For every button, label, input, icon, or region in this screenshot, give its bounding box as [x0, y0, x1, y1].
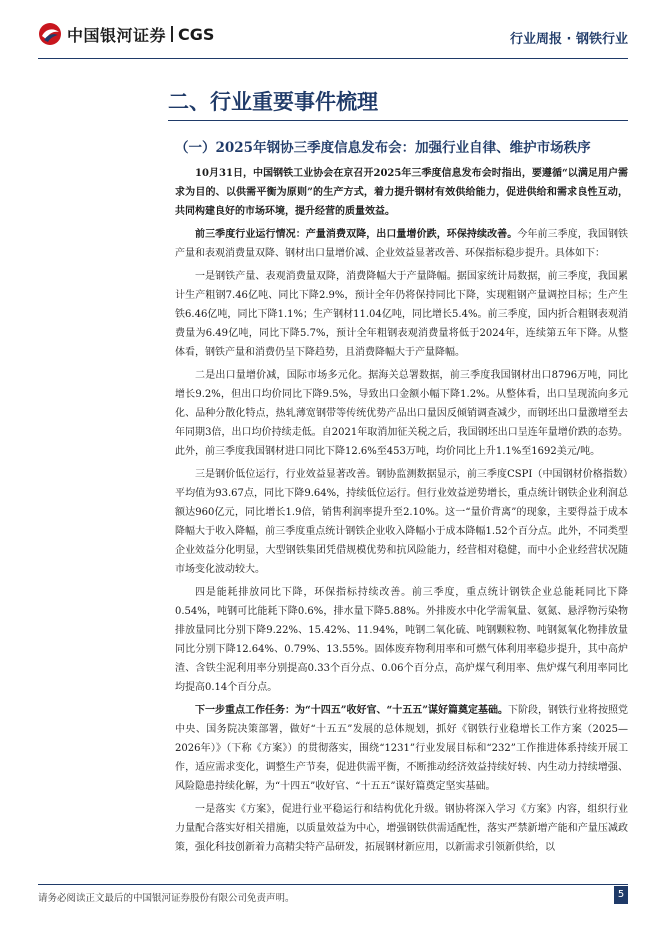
paragraph-plan-implementation: 一是落实《方案》，促进行业平稳运行和结构优化升级。钢协将深入学习《方案》内容，组织行业力量配合落实好相关措施，以质量效益为中心，增强钢铁供需适配性，落实严禁新增产能和产量压减政策，强化科技创新着力高精尖特产品研发，拓展钢材新应用，以新需求引领新供给，以: [175, 804, 628, 853]
header-rule: [38, 58, 628, 59]
report-type-label: 行业周报 · 钢铁行业: [510, 32, 628, 47]
footer-disclaimer: 请务必阅读正文最后的中国银河证券股份有限公司免责声明。: [38, 893, 295, 904]
section-title: 二、行业重要事件梳理: [168, 90, 378, 114]
company-logo: [38, 22, 214, 46]
paragraph-price-profit: 三是钢价低位运行，行业效益显著改善。钢协监测数据显示，前三季度CSPI（中国钢材价格指数）平均值为93.67点，同比下降9.64%，持续低位运行。但行业效益逆势增长，重点统计钢铁企业利润总额达960亿元，同比增长1.9倍，销售利润率提升至2.10%。这一“量价背离”的现象，主要得益于成本降幅大于收入降幅，前三季度重点统计钢铁企业收入降幅小于成本降幅1.52个百分点。此外，不同类型企业效益分化明显，大型钢铁集团凭借规模优势和抗风险能力，经营相对稳健，而中小企业经营状况随市场变化波动较大。: [175, 469, 628, 575]
footer-rule: [38, 884, 628, 885]
paragraph-production: 一是钢铁产量、表观消费量双降，消费降幅大于产量降幅。据国家统计局数据，前三季度，我国累计生产粗钢7.46亿吨、同比下降2.9%，预计全年仍将保持同比下降，实现粗钢产量调控目标；生产生铁6.46亿吨，同比下降1.1%；生产钢材11.04亿吨，同比增长5.4%。前三季度，国内折合粗钢表观消费量为6.49亿吨，同比下降5.7%，预计全年粗钢表观消费量将低于2024年，连续第五年下降。从整体看，钢铁产量和消费仍呈下降趋势，且消费降幅大于产量降幅。: [175, 271, 628, 358]
paragraph-overview: [175, 225, 628, 263]
paragraph-overview-lead: 前三季度行业运行情况：产量消费双降，出口量增价跌，环保持续改善。: [195, 229, 518, 240]
page-header: [0, 0, 662, 62]
paragraph-intro: 10月31日，中国钢铁工业协会在京召开2025年三季度信息发布会时指出，要遵循“以满足用户需求为目的、以供需平衡为原则”的生产方式，着力提升钢材有效供给能力，促进供给和需求良性互动，共同构建良好的市场环境，提升经营的质量效益。: [175, 168, 628, 217]
paragraph-next-steps-text: 下阶段，钢铁行业将按照党中央、国务院决策部署，做好“十五五”发展的总体规划，抓好《钢铁行业稳增长工作方案（2025—2026年）》（下称《方案》）的贯彻落实，围绕“1231”行业发展目标和“232”工作推进体系持续开展工作，适应需求变化，调整生产节奏，促进供需平衡，不断推动经济效益持续好转、内生动力持续增强、风险隐患持续化解，为“十四五”收好官、“十五五”谋好篇奠定坚实基础。: [175, 705, 629, 792]
paragraph-next-steps: [175, 701, 628, 796]
logo-divider: [171, 26, 173, 42]
section-rule: [168, 120, 628, 121]
cgs-logo-icon: [38, 22, 62, 46]
logo-chinese-name: 中国银河证券: [67, 25, 167, 45]
paragraph-environment: 四是能耗排放同比下降，环保指标持续改善。前三季度，重点统计钢铁企业总能耗同比下降0.54%，吨钢可比能耗下降0.6%，排水量下降5.88%。外排废水中化学需氧量、氨氮、悬浮物污染物排放量同比分别下降9.22%、15.42%、11.94%，吨钢二氧化硫、吨钢颗粒物、吨钢氮氧化物排放量同比分别下降12.64%、0.79%、13.55%。固体废弃物利用率和可燃气体利用率稳步提升，其中高炉渣、含铁尘泥利用率分别提高0.33个百分点、0.06个百分点，高炉煤气利用率、焦炉煤气利用率同比均提高0.14个百分点。: [175, 587, 628, 693]
article-body: [175, 164, 628, 857]
paragraph-export: 二是出口量增价减，国际市场多元化。据海关总署数据，前三季度我国钢材出口8796万吨，同比增长9.2%，但出口均价同比下降9.5%，导致出口金额小幅下降1.2%。从整体看，出口呈现流向多元化、品种分散化特点，热轧薄宽钢带等传统优势产品出口量因反倾销调查减少，而钢坯出口量激增至去年同期3倍，出口均价持续走低。自2021年取消加征关税之后，我国钢坯出口呈连年量增价跌的态势。此外，前三季度我国钢材进口同比下降12.6%至453万吨，均价同比上升1.1%至1692美元/吨。: [175, 370, 628, 457]
paragraph-overview-text: 今年前三季度，我国钢铁产量和表观消费量双降、钢材出口量增价减、企业效益显著改善、环保指标稳步提升。具体如下：: [175, 229, 629, 259]
logo-english-name: CGS: [178, 24, 215, 44]
subsection-title: （一）2025年钢协三季度信息发布会：加强行业自律、维护市场秩序: [175, 140, 591, 156]
paragraph-next-steps-lead: 下一步重点工作任务：为“十四五”收好官、“十五五”谋好篇奠定基础。: [195, 705, 509, 716]
page-number: 5: [614, 886, 628, 904]
